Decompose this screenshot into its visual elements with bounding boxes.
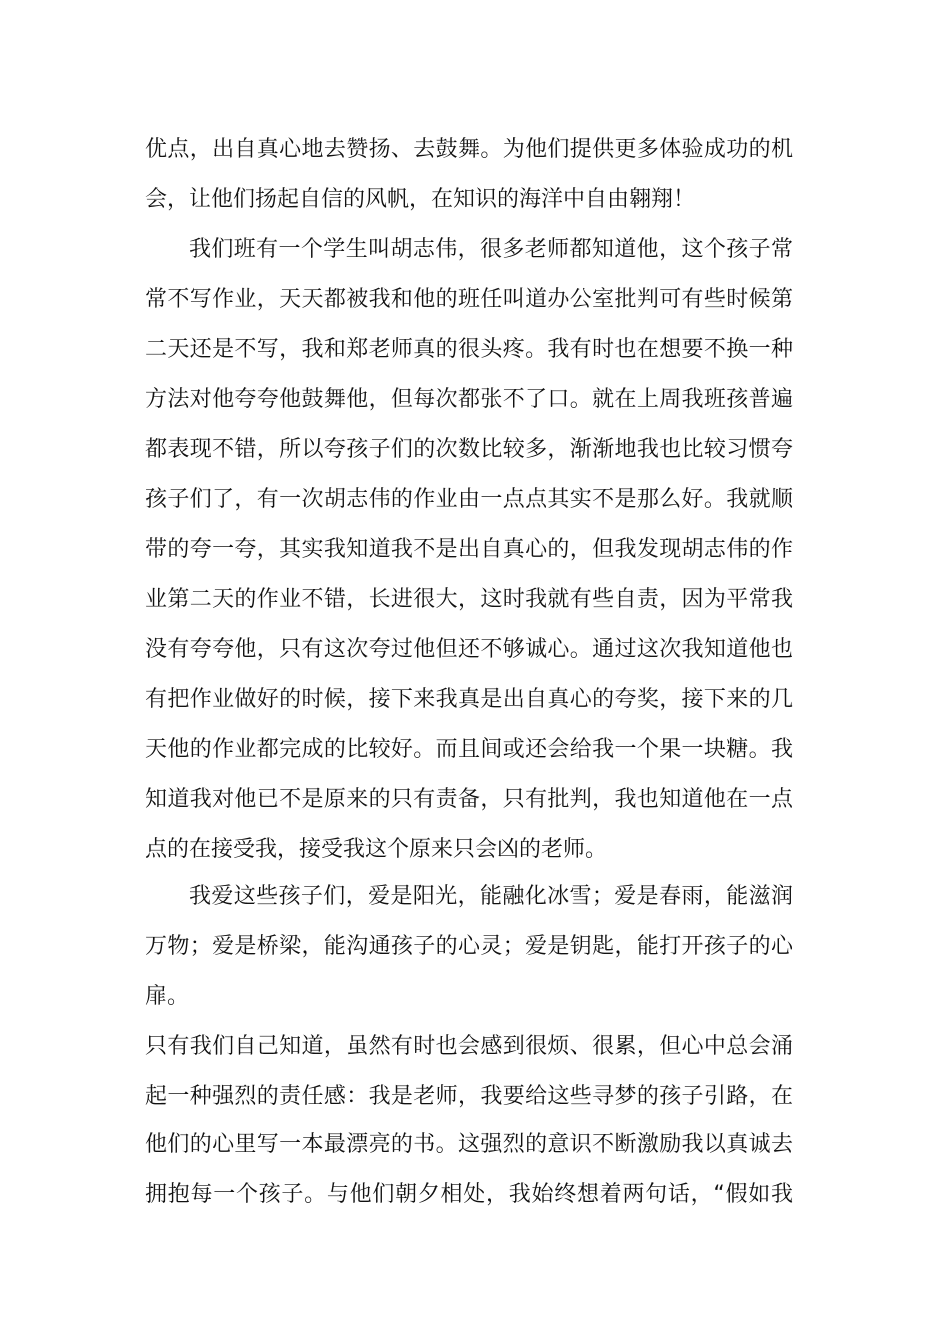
- text-line: 扉。: [145, 984, 190, 1009]
- text-line: 点的在接受我，接受我这个原来只会凶的老师。: [145, 837, 608, 862]
- text-line: 孩子们了，有一次胡志伟的作业由一点点其实不是那么好。我就顺: [145, 487, 793, 512]
- text-line: 我们班有一个学生叫胡志伟，很多老师都知道他，这个孩子常: [189, 237, 793, 262]
- text-line: 天他的作业都完成的比较好。而且间或还会给我一个果一块糖。我: [145, 737, 793, 762]
- text-line: 有把作业做好的时候，接下来我真是出自真心的夸奖，接下来的几: [145, 687, 793, 712]
- text-line: 只有我们自己知道，虽然有时也会感到很烦、很累，但心中总会涌: [145, 1034, 793, 1059]
- text-line: 带的夸一夸，其实我知道我不是出自真心的，但我发现胡志伟的作: [145, 537, 793, 562]
- text-line: 拥抱每一个孩子。与他们朝夕相处，我始终想着两句话，“假如我: [145, 1182, 793, 1207]
- text-line: 会，让他们扬起自信的风帆，在知识的海洋中自由翱翔！: [145, 187, 696, 212]
- text-line: 业第二天的作业不错，长进很大，这时我就有些自责，因为平常我: [145, 587, 793, 612]
- text-line: 都表现不错，所以夸孩子们的次数比较多，渐渐地我也比较习惯夸: [145, 437, 793, 462]
- text-line: 二天还是不写，我和郑老师真的很头疼。我有时也在想要不换一种: [145, 337, 793, 362]
- text-line: 方法对他夸夸他鼓舞他，但每次都张不了口。就在上周我班孩普遍: [145, 387, 793, 412]
- text-line: 知道我对他已不是原来的只有责备，只有批判，我也知道他在一点: [145, 787, 793, 812]
- text-line: 起一种强烈的责任感：我是老师，我要给这些寻梦的孩子引路，在: [145, 1084, 793, 1109]
- text-line: 常不写作业，天天都被我和他的班任叫道办公室批判可有些时候第: [145, 287, 793, 312]
- text-line: 没有夸夸他，只有这次夸过他但还不够诚心。通过这次我知道他也: [145, 637, 793, 662]
- text-line: 我爱这些孩子们，爱是阳光，能融化冰雪；爱是春雨，能滋润: [189, 884, 793, 909]
- text-line: 优点，出自真心地去赞扬、去鼓舞。为他们提供更多体验成功的机: [145, 137, 793, 162]
- text-line: 万物；爱是桥梁，能沟通孩子的心灵；爱是钥匙，能打开孩子的心: [145, 934, 793, 959]
- text-line: 他们的心里写一本最漂亮的书。这强烈的意识不断激励我以真诚去: [145, 1132, 793, 1157]
